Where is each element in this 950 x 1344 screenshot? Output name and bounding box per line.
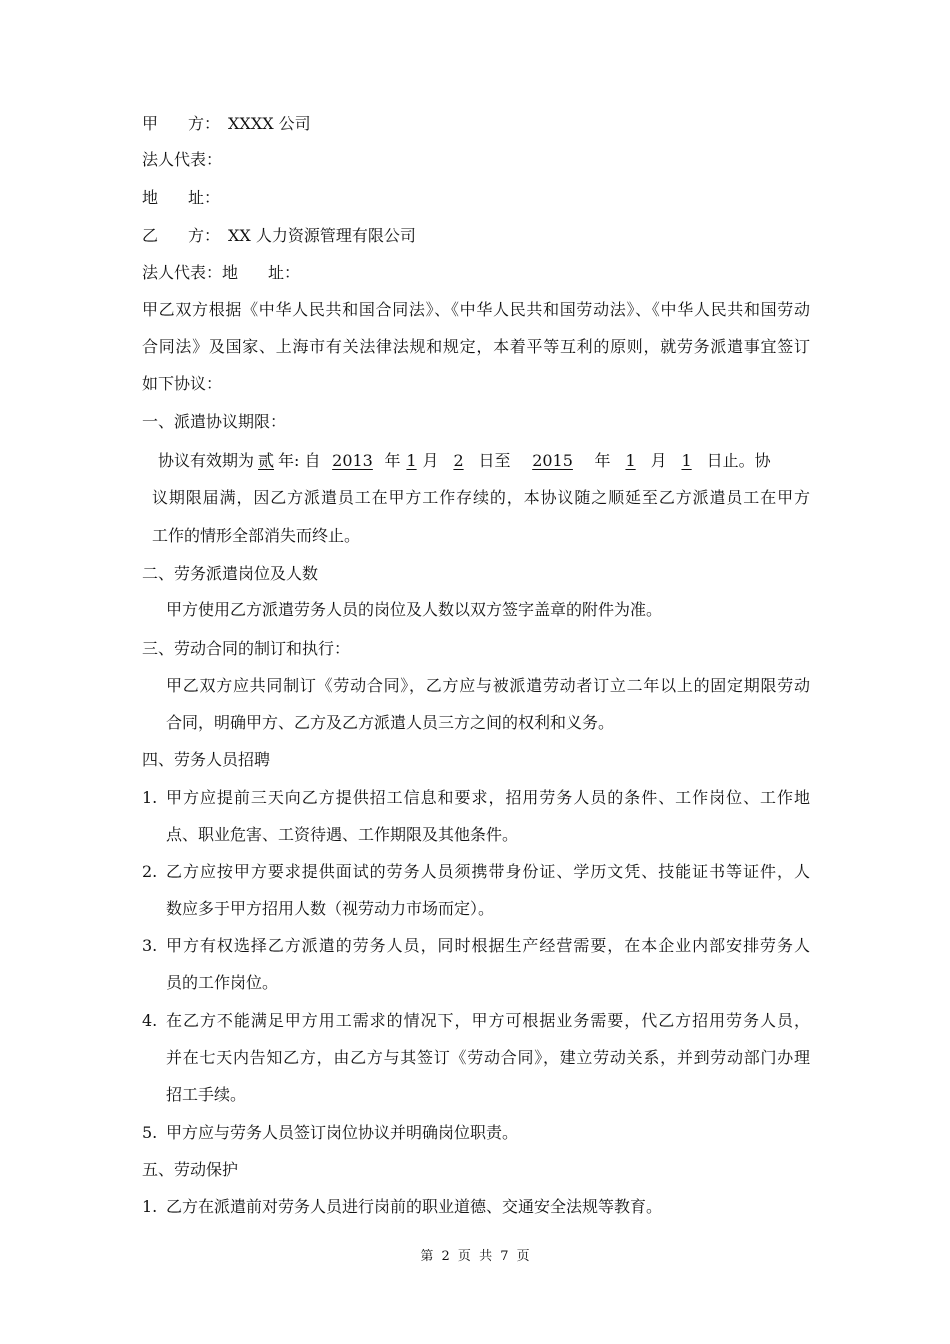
term-text: 月	[650, 451, 667, 470]
party-a-name: XXXX 公司	[228, 114, 311, 133]
party-b-line	[142, 225, 416, 247]
party-a-label-suffix: 方：	[188, 114, 221, 133]
section-2-line-1: 甲方使用乙方派遣劳务人员的岗位及人数以双方签字盖章的附件为准。	[166, 600, 663, 619]
section-5-item-1-line-1: 乙方在派遣前对劳务人员进行岗前的职业道德、交通安全法规等教育。	[166, 1197, 663, 1216]
page-footer	[0, 1248, 950, 1266]
footer-text: 共	[479, 1249, 493, 1264]
party-a-line	[142, 113, 311, 135]
section-4-item-2-line-2: 数应多于甲方招用人数（视劳动力市场而定）。	[166, 899, 495, 918]
party-a-address	[142, 187, 220, 209]
term-text: 协议有效期为	[158, 451, 255, 470]
total-pages: 7	[500, 1249, 509, 1264]
section-4-heading: 四、劳务人员招聘	[142, 750, 271, 769]
section-3-line-2: 合同，明确甲方、乙方及乙方派遣人员三方之间的权利和义务。	[166, 713, 615, 732]
section-4-item-2-line-1: 乙方应按甲方要求提供面试的劳务人员须携带身份证、学历文凭、技能证书等证件，人	[166, 862, 810, 881]
section-4-item-4-line-3: 招工手续。	[166, 1085, 247, 1104]
list-number: 3.	[142, 936, 158, 955]
term-text: 年	[384, 451, 401, 470]
page-number: 2	[441, 1249, 450, 1264]
preamble-line-1: 甲乙双方根据《中华人民共和国合同法》、《中华人民共和国劳动法》、《中华人民共和国劳动	[142, 300, 810, 319]
section-1-line-3: 工作的情形全部消失而终止。	[152, 526, 361, 545]
start-month-field: 1	[406, 451, 417, 470]
section-4-item-4-line-2: 并在七天内告知乙方，由乙方与其签订《劳动合同》，建立劳动关系，并到劳动部门办理	[166, 1048, 810, 1067]
preamble-line-2: 合同法》及国家、上海市有关法律法规和规定，本着平等互利的原则，就劳务派遣事宜签订	[142, 337, 810, 356]
list-number: 4.	[142, 1011, 158, 1030]
section-3-heading: 三、劳动合同的制订和执行：	[142, 639, 351, 658]
section-5-heading: 五、劳动保护	[142, 1160, 239, 1179]
term-text: 年: 自	[278, 451, 321, 470]
section-2-heading: 二、劳务派遣岗位及人数	[142, 564, 319, 583]
term-text: 日止。协	[706, 451, 771, 470]
end-year-field: 2015	[532, 451, 573, 470]
end-day-field: 1	[681, 451, 692, 470]
party-a-representative: 法人代表：	[142, 150, 223, 169]
section-4-item-1-line-2: 点、职业危害、工资待遇、工作期限及其他条件。	[166, 825, 519, 844]
term-text: 年	[594, 451, 611, 470]
section-1-line-2: 议期限届满，因乙方派遣员工在甲方工作存续的，本协议随之顺延至乙方派遣员工在甲方	[152, 488, 810, 507]
list-number: 2.	[142, 862, 158, 881]
section-3-line-1: 甲乙双方应共同制订《劳动合同》，乙方应与被派遣劳动者订立二年以上的固定期限劳动	[166, 676, 810, 695]
address-label-suffix: 址：	[188, 188, 221, 207]
term-text: 日至	[478, 451, 511, 470]
section-4-item-4-line-1: 在乙方不能满足甲方用工需求的情况下，甲方可根据业务需要，代乙方招用劳务人员，	[166, 1011, 810, 1030]
footer-text: 页	[516, 1249, 530, 1264]
start-day-field: 2	[453, 451, 464, 470]
end-month-field: 1	[625, 451, 636, 470]
start-year-field: 2013	[332, 451, 373, 470]
party-b-representative-address	[142, 262, 300, 284]
section-4-item-5-line-1: 甲方应与劳务人员签订岗位协议并明确岗位职责。	[166, 1123, 519, 1142]
term-text: 月	[422, 451, 439, 470]
preamble-line-3: 如下协议：	[142, 374, 223, 393]
party-b-label: 乙	[142, 226, 159, 245]
party-b-address-label: 址：	[268, 263, 301, 282]
address-label: 地	[142, 188, 159, 207]
list-number: 1.	[142, 788, 158, 807]
section-4-item-1-line-1: 甲方应提前三天向乙方提供招工信息和要求，招用劳务人员的条件、工作岗位、工作地	[166, 788, 810, 807]
footer-text: 第	[420, 1249, 434, 1264]
section-4-item-3-line-2: 员的工作岗位。	[166, 973, 279, 992]
list-number: 5.	[142, 1123, 158, 1142]
party-b-label-suffix: 方：	[188, 226, 221, 245]
section-4-item-3-line-1: 甲方有权选择乙方派遣的劳务人员，同时根据生产经营需要，在本企业内部安排劳务人	[166, 936, 810, 955]
party-b-rep-label: 法人代表：地	[142, 263, 239, 282]
section-1-heading: 一、派遣协议期限：	[142, 412, 287, 431]
list-number: 1.	[142, 1197, 158, 1216]
party-a-label: 甲	[142, 114, 159, 133]
party-b-name: XX 人力资源管理有限公司	[228, 226, 416, 245]
footer-text: 页	[457, 1249, 471, 1264]
term-years-field: 贰	[258, 451, 275, 470]
section-1-term-line	[158, 450, 771, 472]
